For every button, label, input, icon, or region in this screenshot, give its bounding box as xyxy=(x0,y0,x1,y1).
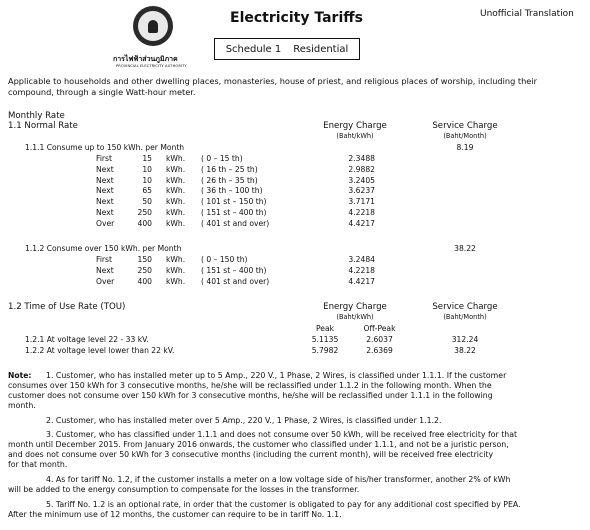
note-line: will be added to the energy consumption to compensate for the losses in the transformer. xyxy=(8,485,360,494)
intro-line-1: Applicable to households and other dwelling places, monasteries, house of priest, and religious places of worship, including their xyxy=(8,76,537,86)
translation-note: Unofficial Translation xyxy=(480,9,574,19)
tou-peak-value: 5.1135 xyxy=(311,335,339,344)
tier-rate: 3.2405 xyxy=(348,175,375,185)
sub1-service-charge: 8.19 xyxy=(456,143,474,152)
tier-rate: 4.2218 xyxy=(348,265,375,275)
tier-unit: kWh. xyxy=(166,218,186,228)
note-line: 1. Customer, who has installed meter up to 5 Amp., 220 V., 1 Phase, 2 Wires, is classified under 1.1.1. If the customer xyxy=(46,371,507,380)
tier-quantity: 65 xyxy=(142,186,152,196)
tou-offpeak-value: 2.6369 xyxy=(366,346,393,355)
tier-range: ( 401 st and over) xyxy=(201,276,270,286)
tier-rate: 2.9882 xyxy=(348,164,375,174)
tier-quantity: 400 xyxy=(137,276,152,286)
tier-rate: 2.3488 xyxy=(348,154,375,163)
schedule-number: Schedule 1 xyxy=(225,43,282,55)
service-charge-header: Service Charge xyxy=(432,121,498,131)
tier-quantity: 10 xyxy=(142,175,152,185)
note-line: 4. As for tariff No. 1.2, if the customer installs a meter on a low voltage side of his/her transformer, another 2% of kWh xyxy=(46,475,511,484)
tou-service-header: Service Charge xyxy=(432,302,498,312)
tier-unit: kWh. xyxy=(166,186,186,196)
tier-range: ( 16 th – 25 th) xyxy=(201,164,258,174)
note-label: Note: xyxy=(8,371,32,380)
tier-range: ( 401 st and over) xyxy=(201,218,270,228)
tier-label: Next xyxy=(96,197,114,207)
note-line: month. xyxy=(8,401,36,410)
note-line: customer does not consume over 150 kWh for 3 consecutive months, he/she will be reclassified under 1.1.1 in the following xyxy=(8,391,493,400)
note-line: consumes over 150 kWh for 3 consecutive months, he/she will be reclassified under 1.1.2 in the following month. When the xyxy=(8,381,492,390)
note-line: and does not consume over 50 kWh for 3 consecutive months (including the current month), will be received free electricity xyxy=(8,450,494,459)
note-line: 5. Tariff No. 1.2 is an optional rate, in order that the customer is obligated to pay for any additional cost specified by PEA. xyxy=(46,500,521,509)
tou-service-value: 312.24 xyxy=(451,335,479,344)
tier-range: ( 0 – 15 th) xyxy=(201,154,243,163)
tier-label: Next xyxy=(96,265,114,275)
intro-line-2: compound, through a single Watt-hour meter. xyxy=(8,87,196,97)
tou-peak-value: 5.7982 xyxy=(311,346,339,355)
tier-range: ( 151 st – 400 th) xyxy=(201,265,267,275)
note-line: for that month. xyxy=(8,460,68,469)
tier-label: Next xyxy=(96,208,114,217)
tou-peak-label: Peak xyxy=(315,324,335,333)
tou-service-unit: (Baht/Month) xyxy=(443,313,487,321)
tier-label: Next xyxy=(96,175,114,185)
tier-range: ( 151 st – 400 th) xyxy=(201,208,267,217)
tou-row-label: 1.2.1 At voltage level 22 - 33 kV. xyxy=(25,335,149,344)
sub1-label: 1.1.1 Consume up to 150 kWh. per Month xyxy=(25,143,185,152)
tier-unit: kWh. xyxy=(166,255,186,264)
sub2-service-charge: 38.22 xyxy=(454,244,476,253)
tier-range: ( 36 th – 100 th) xyxy=(201,186,263,196)
tier-label: First xyxy=(96,154,112,163)
tou-service-value: 38.22 xyxy=(454,346,476,355)
tier-label: Over xyxy=(96,218,115,228)
tier-range: ( 26 th – 35 th) xyxy=(201,175,258,185)
note-line: month until December 2015. From January 2016 onwards, the customer who classified under 1.1.1, and not be a juristic person, xyxy=(8,440,509,449)
tou-offpeak-value: 2.6037 xyxy=(366,335,393,344)
tier-label: Over xyxy=(96,276,115,286)
tier-range: ( 0 – 150 th) xyxy=(201,255,248,264)
pea-logo-icon xyxy=(133,6,173,46)
page-title: Electricity Tariffs xyxy=(230,10,363,26)
tier-label: Next xyxy=(96,164,114,174)
sub2-label: 1.1.2 Consume over 150 kWh. per Month xyxy=(25,244,182,253)
tier-rate: 4.2218 xyxy=(348,208,375,217)
tier-quantity: 250 xyxy=(137,208,152,217)
tier-unit: kWh. xyxy=(166,276,186,286)
tier-unit: kWh. xyxy=(166,265,186,275)
schedule-box xyxy=(214,38,360,60)
tou-offpeak-label: Off-Peak xyxy=(363,324,396,333)
tier-unit: kWh. xyxy=(166,154,186,163)
tier-label: First xyxy=(96,255,112,264)
note-line: After the minimum use of 12 months, the customer can require to be in tariff No. 1.1. xyxy=(8,510,342,519)
tier-quantity: 150 xyxy=(137,255,152,264)
tier-rate: 3.6237 xyxy=(348,186,375,196)
tou-energy-header: Energy Charge xyxy=(323,302,387,312)
tier-label: Next xyxy=(96,186,114,196)
tier-rate: 4.4217 xyxy=(348,276,375,286)
normal-rate-heading: 1.1 Normal Rate xyxy=(8,121,78,131)
service-charge-unit: (Baht/Month) xyxy=(443,132,487,140)
tier-rate: 3.2484 xyxy=(348,255,375,264)
tou-energy-unit: (Baht/kWh) xyxy=(336,313,374,321)
monthly-rate-heading: Monthly Rate xyxy=(8,111,65,121)
tier-quantity: 400 xyxy=(137,218,152,228)
tier-rate: 3.7171 xyxy=(348,197,375,207)
tier-unit: kWh. xyxy=(166,175,186,185)
energy-charge-header: Energy Charge xyxy=(323,121,387,131)
schedule-name: Residential xyxy=(293,43,349,55)
logo-english-text: PROVINCIAL ELECTRICITY AUTHORITY xyxy=(116,64,187,68)
tier-rate: 4.4217 xyxy=(348,218,375,228)
tier-quantity: 250 xyxy=(137,265,152,275)
tier-quantity: 15 xyxy=(142,154,152,163)
tier-quantity: 10 xyxy=(142,164,152,174)
tier-unit: kWh. xyxy=(166,208,186,217)
note-line: 2. Customer, who has installed meter over 5 Amp., 220 V., 1 Phase, 2 Wires, is classified under 1.1.2. xyxy=(46,416,442,425)
tier-unit: kWh. xyxy=(166,164,186,174)
tier-quantity: 50 xyxy=(142,197,152,207)
logo-thai-text: การไฟฟ้าส่วนภูมิภาค xyxy=(113,55,178,63)
note-line: 3. Customer, who has classified under 1.1.1 and does not consume over 50 kWh, will be received free electricity for that xyxy=(46,430,518,439)
energy-charge-unit: (Baht/kWh) xyxy=(336,132,374,140)
tou-heading: 1.2 Time of Use Rate (TOU) xyxy=(8,302,126,312)
tier-unit: kWh. xyxy=(166,197,186,207)
tier-range: ( 101 st – 150 th) xyxy=(201,197,267,207)
tou-row-label: 1.2.2 At voltage level lower than 22 kV. xyxy=(25,346,175,355)
